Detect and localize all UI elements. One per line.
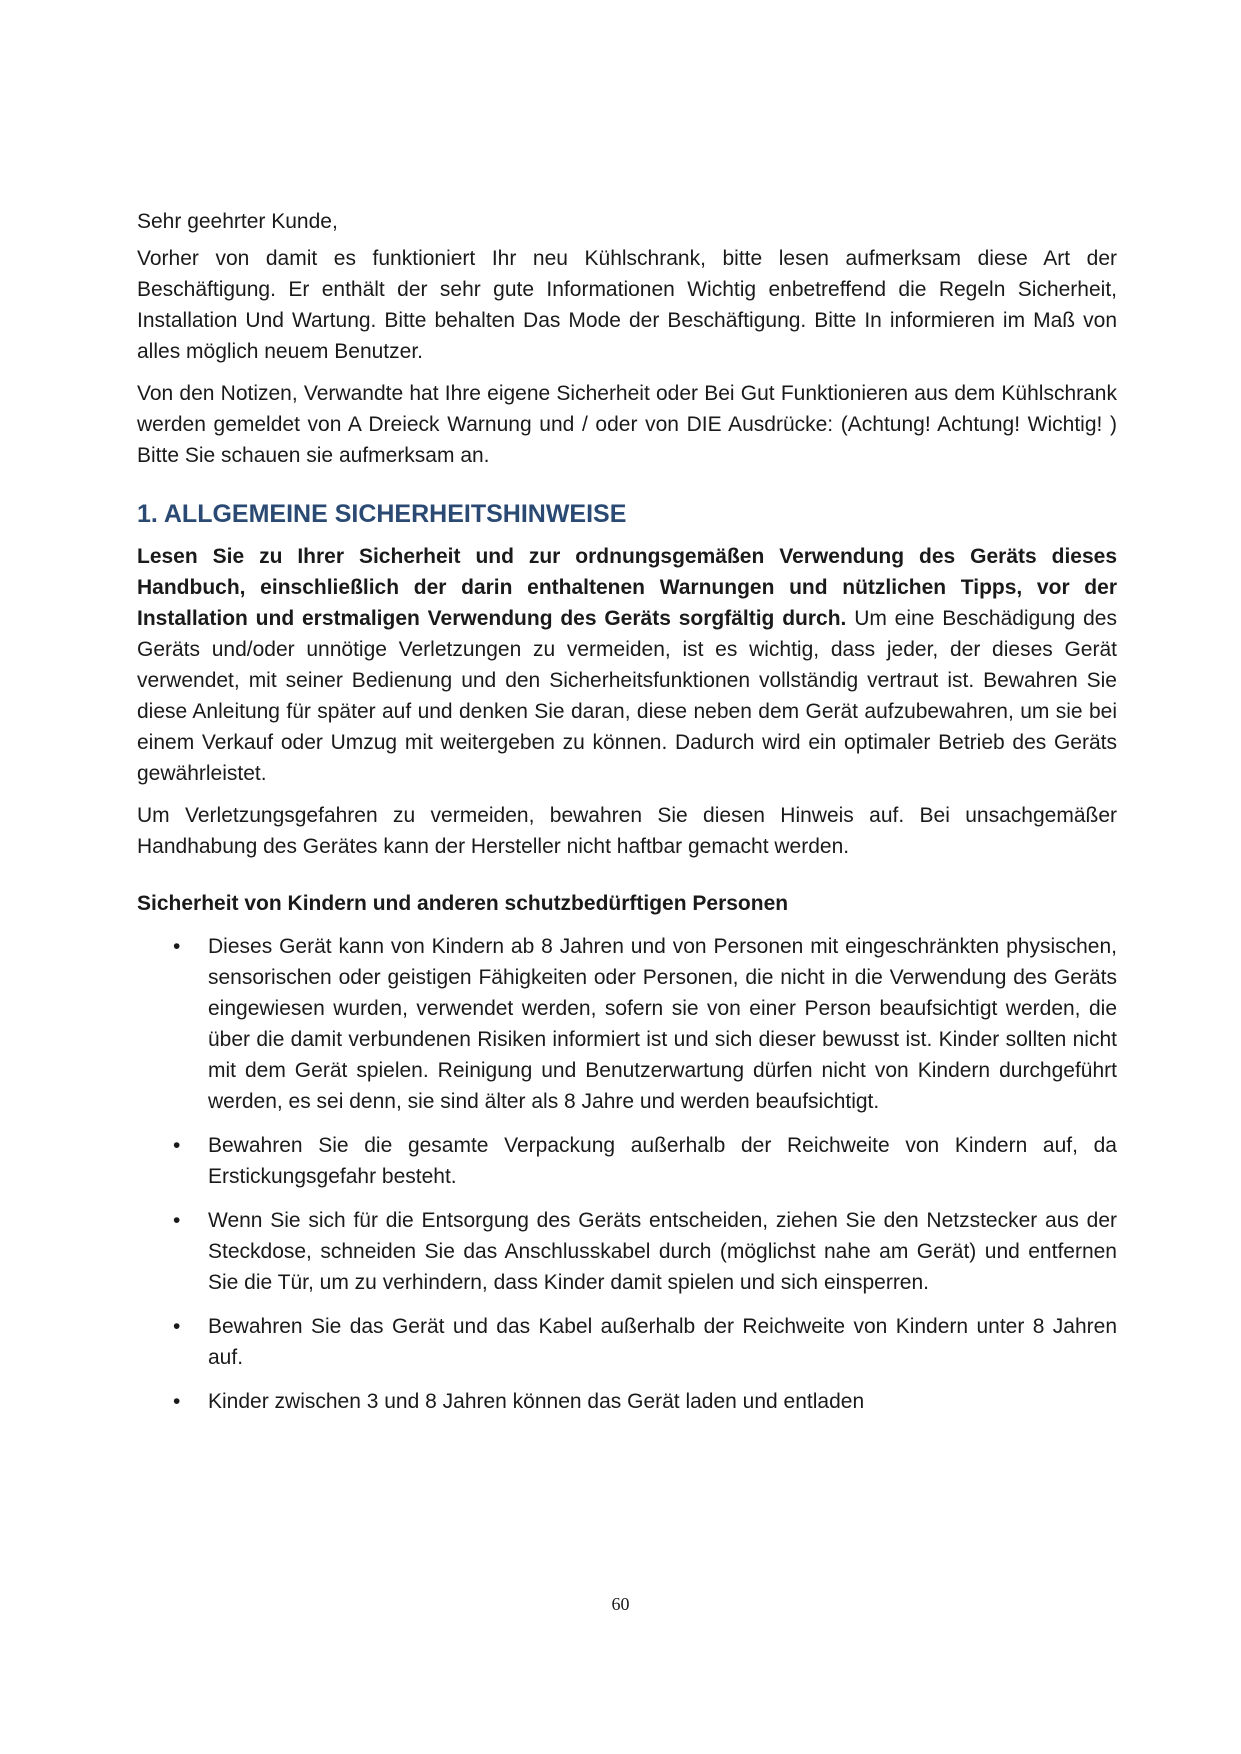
list-item-text: Wenn Sie sich für die Entsorgung des Geräts entscheiden, ziehen Sie den Netzstecker aus der Steckdose, schneiden Sie das Anschlusskabel durch (möglichst nahe am Gerät) und entfernen Sie die Tür, um zu verhindern, dass Kinder damit spielen und sich einsperren. [208, 1209, 1117, 1294]
greeting: Sehr geehrter Kunde, [137, 210, 338, 233]
list-item [137, 931, 1117, 1117]
page-number: 60 [611, 1594, 630, 1614]
bullet-icon: • [173, 1315, 181, 1338]
list-item-text: Bewahren Sie das Gerät und das Kabel außerhalb der Reichweite von Kindern unter 8 Jahren auf. [208, 1315, 1117, 1369]
subsection-heading: Sicherheit von Kindern und anderen schutzbedürftigen Personen [137, 892, 789, 915]
safety-lead-text: Um eine Beschädigung des Geräts und/oder unnötige Verletzungen zu vermeiden, ist es wichtig, dass jeder, der dieses Gerät verwendet, mit seiner Bedienung und den Sicherheitsfunktionen vollständig vertraut ist. Bewahren Sie diese Anleitung für später auf und denken Sie daran, diese neben dem Gerät aufzubewahren, um sie bei einem Verkauf oder Umzug mit weitergeben zu können. Dadurch wird ein optimaler Betrieb des Geräts gewährleistet. [137, 607, 1117, 785]
safety-bullet-list [137, 931, 1117, 1417]
section-heading: 1. ALLGEMEINE SICHERHEITSHINWEISE [137, 500, 627, 528]
list-item [137, 1205, 1117, 1298]
bullet-icon: • [173, 935, 181, 958]
bullet-icon: • [173, 1209, 181, 1232]
list-item-text: Dieses Gerät kann von Kindern ab 8 Jahren und von Personen mit eingeschränkten physischen, sensorischen oder geistigen Fähigkeiten oder Personen, die nicht in die Verwendung des Geräts eingewiesen wurden, verwendet werden, sofern sie von einer Person beaufsichtigt werden, die über die damit verbundenen Risiken informiert ist und sich dieser bewusst ist. Kinder sollten nicht mit dem Gerät spielen. Reinigung und Benutzerwartung dürfen nicht von Kindern durchgeführt werden, es sei denn, sie sind älter als 8 Jahre und werden beaufsichtigt. [208, 935, 1117, 1113]
safety-lead-paragraph [137, 541, 1117, 789]
list-item [137, 1311, 1117, 1373]
list-item-text: Bewahren Sie die gesamte Verpackung außerhalb der Reichweite von Kindern auf, da Erstickungsgefahr besteht. [208, 1134, 1117, 1188]
list-item [137, 1130, 1117, 1192]
intro-paragraph: Vorher von damit es funktioniert Ihr neu Kühlschrank, bitte lesen aufmerksam diese Art der Beschäftigung. Er enthält der sehr gute Informationen Wichtig enbetreffend die Regeln Sicherheit, Installation Und Wartung. Bitte behalten Das Mode der Beschäftigung. Bitte In informieren im Maß von alles möglich neuem Benutzer. [137, 247, 1117, 363]
liability-paragraph: Um Verletzungsgefahren zu vermeiden, bewahren Sie diesen Hinweis auf. Bei unsachgemäßer Handhabung des Gerätes kann der Hersteller nicht haftbar gemacht werden. [137, 804, 1117, 858]
safety-lead-bold-text: Lesen Sie zu Ihrer Sicherheit und zur ordnungsgemäßen Verwendung des Geräts dieses Handbuch, einschließlich der darin enthaltenen Warnungen und nützlichen Tipps, vor der Installation und erstmaligen Verwendung des Geräts sorgfältig durch. [137, 545, 1117, 630]
notice-paragraph: Von den Notizen, Verwandte hat Ihre eigene Sicherheit oder Bei Gut Funktionieren aus dem Kühlschrank werden gemeldet von A Dreieck Warnung und / oder von DIE Ausdrücke: (Achtung! Achtung! Wichtig! ) Bitte Sie schauen sie aufmerksam an. [137, 382, 1117, 467]
page-content [137, 206, 1117, 1430]
list-item [137, 1386, 1117, 1417]
list-item-text: Kinder zwischen 3 und 8 Jahren können das Gerät laden und entladen [208, 1390, 865, 1413]
bullet-icon: • [173, 1390, 181, 1413]
bullet-icon: • [173, 1134, 181, 1157]
